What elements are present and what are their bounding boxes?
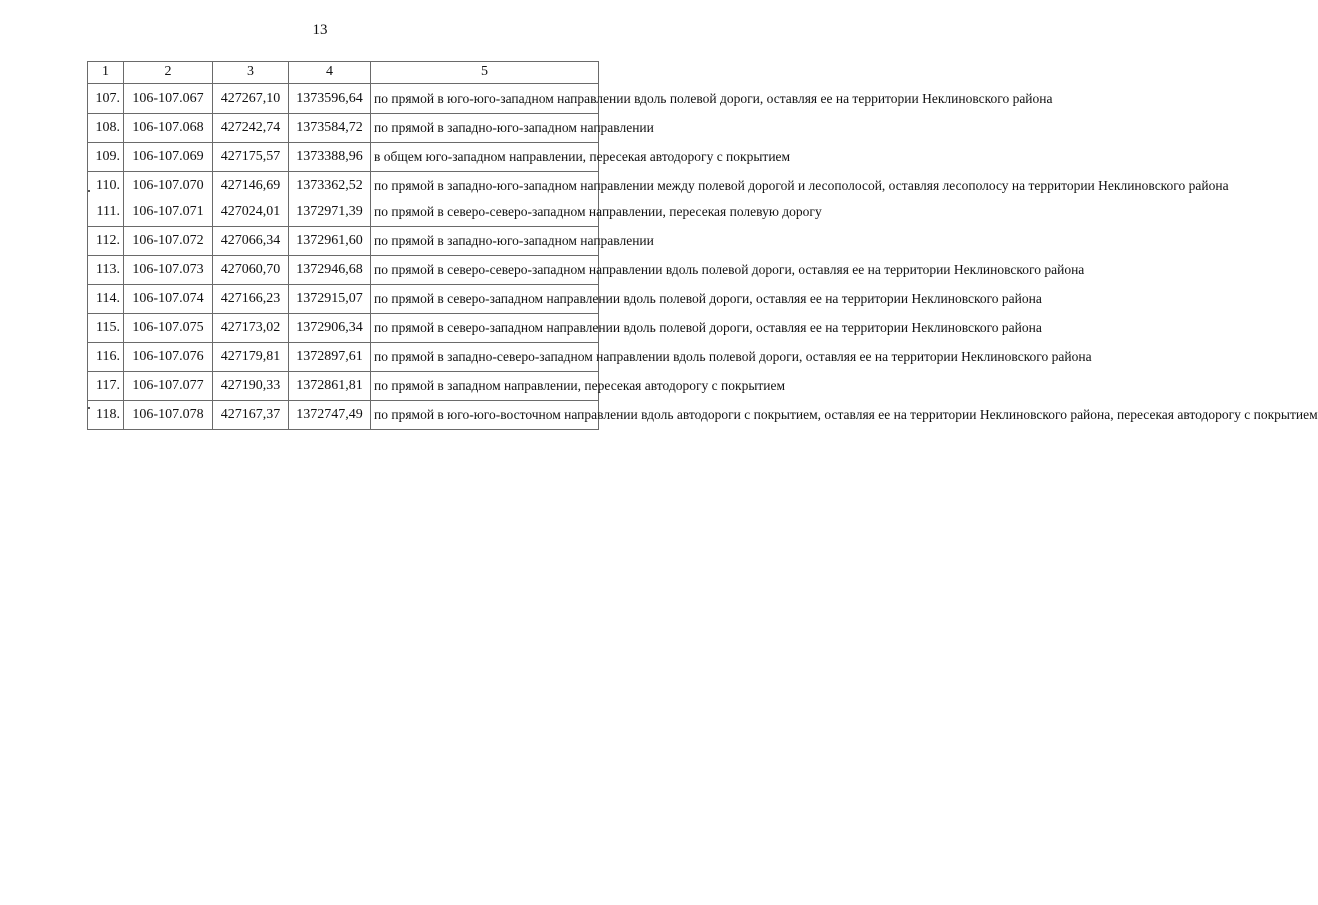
coordinate-x: 427173,02 — [213, 314, 289, 343]
point-id: 106-107.076 — [124, 343, 213, 372]
row-number: 110. — [88, 172, 124, 198]
table-row — [88, 314, 599, 343]
point-id: 106-107.067 — [124, 84, 213, 114]
column-header: 1 — [88, 62, 124, 84]
point-id: 106-107.072 — [124, 227, 213, 256]
point-id: 106-107.075 — [124, 314, 213, 343]
column-header: 3 — [213, 62, 289, 84]
point-id: 106-107.069 — [124, 143, 213, 172]
coordinates-table — [87, 61, 1318, 430]
boundary-description: по прямой в северо-западном направлении вдоль полевой дороги, оставляя ее на территории Неклиновского района — [371, 314, 599, 343]
row-number: 118. — [88, 401, 124, 430]
row-number: 114. — [88, 285, 124, 314]
coordinate-x: 427267,10 — [213, 84, 289, 114]
row-number: 111. — [88, 197, 124, 227]
coordinate-x: 427242,74 — [213, 114, 289, 143]
row-number: 115. — [88, 314, 124, 343]
table-row — [88, 343, 599, 372]
coordinate-x: 427166,23 — [213, 285, 289, 314]
row-number: 113. — [88, 256, 124, 285]
table-row — [88, 256, 599, 285]
row-number: 109. — [88, 143, 124, 172]
table-row — [88, 172, 599, 198]
row-number: 108. — [88, 114, 124, 143]
coordinate-x: 427066,34 — [213, 227, 289, 256]
coordinate-y: 1372961,60 — [289, 227, 371, 256]
boundary-description: по прямой в северо-западном направлении вдоль полевой дороги, оставляя ее на территории Неклиновского района — [371, 285, 599, 314]
coordinate-x: 427167,37 — [213, 401, 289, 430]
row-number: 116. — [88, 343, 124, 372]
boundary-description: по прямой в западном направлении, пересекая автодорогу с покрытием — [371, 372, 599, 401]
boundary-description: по прямой в северо-северо-западном направлении, пересекая полевую дорогу — [371, 197, 599, 227]
boundary-description: по прямой в западно-северо-западном направлении вдоль полевой дороги, оставляя ее на территории Неклиновского района — [371, 343, 599, 372]
row-number: 112. — [88, 227, 124, 256]
coordinate-x: 427190,33 — [213, 372, 289, 401]
boundary-description: по прямой в юго-юго-восточном направлении вдоль автодороги с покрытием, оставляя ее на территории Неклиновского района, пересекая автодорогу с покрытием — [371, 401, 599, 430]
table-body — [88, 62, 1318, 430]
column-header: 5 — [371, 62, 599, 84]
point-id: 106-107.078 — [124, 401, 213, 430]
coordinate-y: 1372946,68 — [289, 256, 371, 285]
point-id: 106-107.071 — [124, 197, 213, 227]
coordinate-x: 427175,57 — [213, 143, 289, 172]
boundary-description: по прямой в западно-юго-западном направлении между полевой дорогой и лесополосой, оставляя лесополосу на территории Неклиновского района — [371, 172, 599, 198]
coordinate-y: 1372906,34 — [289, 314, 371, 343]
row-number: 107. — [88, 84, 124, 114]
coordinate-y: 1372897,61 — [289, 343, 371, 372]
coordinate-y: 1373362,52 — [289, 172, 371, 198]
table-row — [88, 372, 599, 401]
table-row — [88, 401, 599, 430]
boundary-description: по прямой в северо-северо-западном направлении вдоль полевой дороги, оставляя ее на территории Неклиновского района — [371, 256, 599, 285]
coordinate-y: 1373388,96 — [289, 143, 371, 172]
boundary-description: по прямой в западно-юго-западном направлении — [371, 227, 599, 256]
table-row — [88, 227, 599, 256]
table-row — [88, 143, 599, 172]
page-number: 13 — [312, 22, 328, 38]
point-id: 106-107.073 — [124, 256, 213, 285]
column-header: 4 — [289, 62, 371, 84]
boundary-description: по прямой в западно-юго-западном направлении — [371, 114, 599, 143]
coordinate-y: 1372747,49 — [289, 401, 371, 430]
coordinate-x: 427060,70 — [213, 256, 289, 285]
coordinate-y: 1372915,07 — [289, 285, 371, 314]
boundary-description: в общем юго-западном направлении, пересекая автодорогу с покрытием — [371, 143, 599, 172]
table-row — [88, 84, 599, 114]
point-id: 106-107.074 — [124, 285, 213, 314]
table-row — [88, 114, 599, 143]
coordinate-x: 427179,81 — [213, 343, 289, 372]
coordinate-y: 1373596,64 — [289, 84, 371, 114]
table-row — [88, 197, 599, 227]
point-id: 106-107.068 — [124, 114, 213, 143]
coordinate-y: 1373584,72 — [289, 114, 371, 143]
column-header: 2 — [124, 62, 213, 84]
boundary-description: по прямой в юго-юго-западном направлении вдоль полевой дороги, оставляя ее на территории Неклиновского района — [371, 84, 599, 114]
point-id: 106-107.077 — [124, 372, 213, 401]
table-row — [88, 285, 599, 314]
point-id: 106-107.070 — [124, 172, 213, 198]
coordinate-x: 427024,01 — [213, 197, 289, 227]
coordinate-y: 1372861,81 — [289, 372, 371, 401]
coordinate-x: 427146,69 — [213, 172, 289, 198]
margin-mark — [88, 190, 90, 192]
margin-mark — [88, 407, 90, 409]
row-number: 117. — [88, 372, 124, 401]
coordinate-y: 1372971,39 — [289, 197, 371, 227]
table-header-row — [88, 62, 599, 84]
